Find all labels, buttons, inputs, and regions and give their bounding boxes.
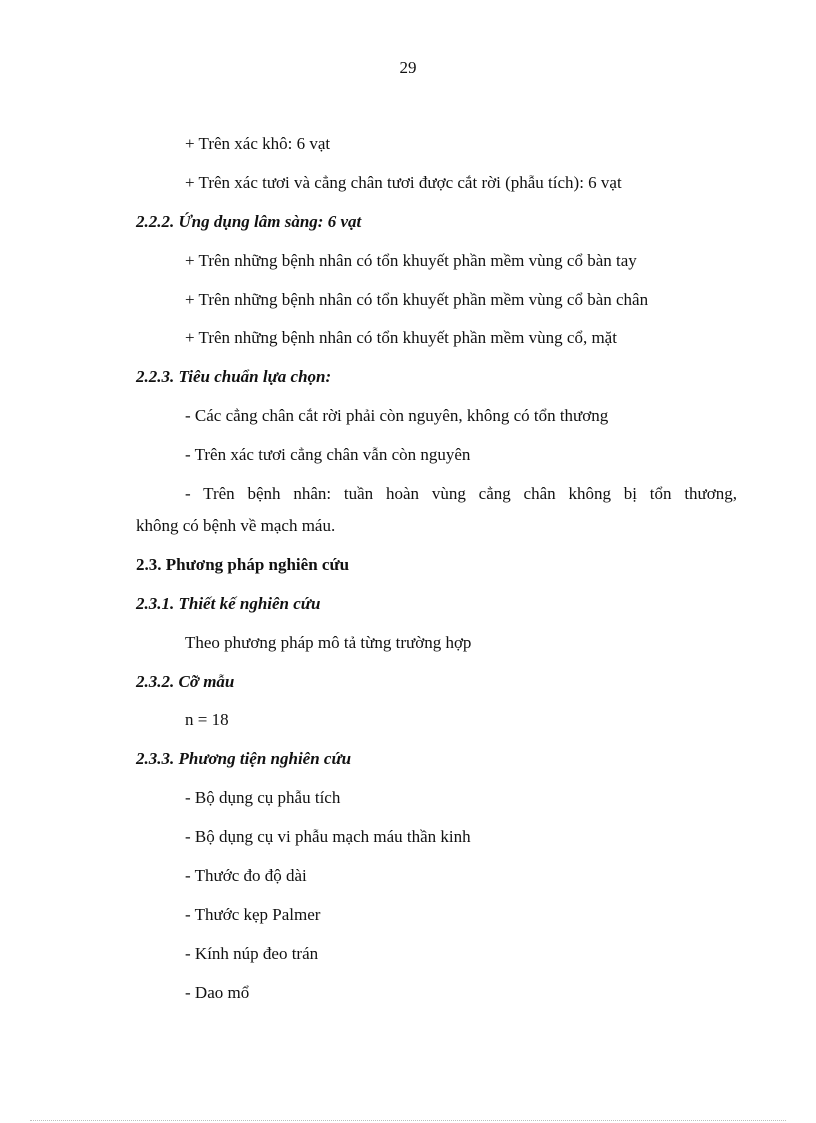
list-item: - Bộ dụng cụ phẫu tích (185, 788, 341, 807)
list-item: - Kính núp đeo trán (185, 944, 319, 963)
paragraph-line: Theo phương pháp mô tả từng trường hợp (185, 633, 472, 652)
section-heading-2-3-2: 2.3.2. Cỡ mẫu (136, 672, 235, 691)
list-item: - Bộ dụng cụ vi phẫu mạch máu thần kinh (185, 827, 471, 846)
section-heading-2-3-3: 2.3.3. Phương tiện nghiên cứu (136, 749, 352, 768)
list-item: - Dao mổ (185, 983, 250, 1002)
list-item: + Trên những bệnh nhân có tổn khuyết phần mềm vùng cổ bàn chân (185, 290, 649, 309)
list-item: + Trên xác khô: 6 vạt (185, 134, 331, 153)
page-number: 29 (399, 58, 417, 77)
list-item: - Các cẳng chân cắt rời phải còn nguyên, không có tổn thương (185, 406, 609, 425)
list-item: + Trên những bệnh nhân có tổn khuyết phần mềm vùng cổ bàn tay (185, 251, 637, 270)
paragraph-line: - Trên bệnh nhân: tuần hoàn vùng cẳng chân không bị tổn thương, (185, 484, 737, 503)
list-item: - Trên xác tươi cẳng chân vẫn còn nguyên (185, 445, 471, 464)
section-heading-2-2-2: 2.2.2. Ứng dụng lâm sàng: 6 vạt (136, 212, 362, 231)
paragraph-line: không có bệnh về mạch máu. (136, 516, 336, 535)
list-item: + Trên những bệnh nhân có tổn khuyết phần mềm vùng cổ, mặt (185, 328, 617, 347)
list-item: - Thước đo độ dài (185, 866, 307, 885)
section-heading-2-3: 2.3. Phương pháp nghiên cứu (136, 555, 350, 574)
section-heading-2-2-3: 2.2.3. Tiêu chuẩn lựa chọn: (136, 367, 332, 386)
list-item: - Thước kẹp Palmer (185, 905, 321, 924)
list-item: + Trên xác tươi và cẳng chân tươi được cắt rời (phẫu tích): 6 vạt (185, 173, 622, 192)
section-heading-2-3-1: 2.3.1. Thiết kế nghiên cứu (136, 594, 321, 613)
page-bottom-divider (30, 1120, 786, 1121)
paragraph-line: n = 18 (185, 710, 229, 729)
